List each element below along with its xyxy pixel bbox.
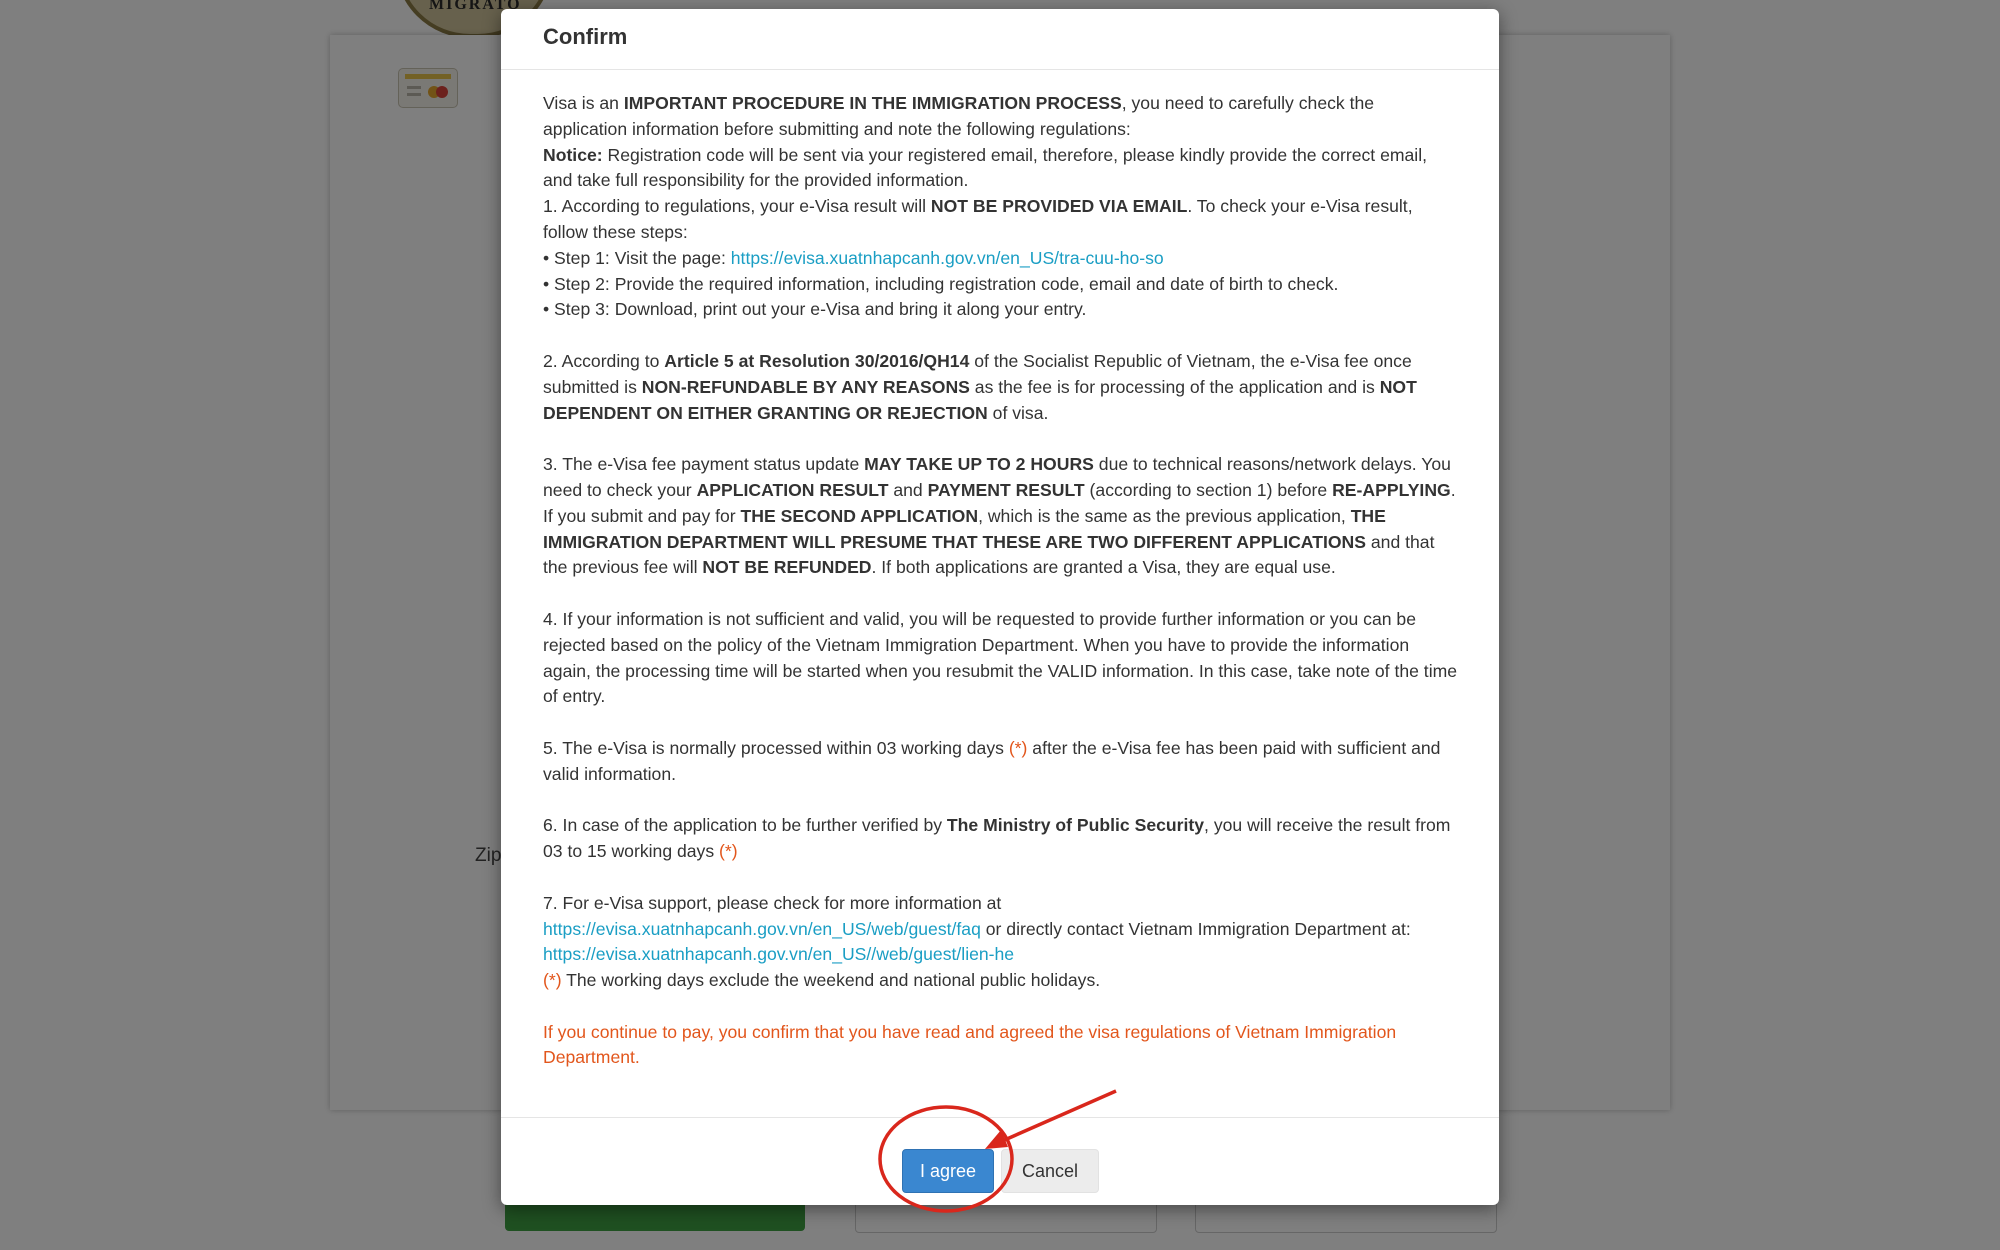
item-5	[543, 736, 1461, 788]
item-6-footnote-mark: (*)	[719, 841, 738, 862]
confirm-dialog	[501, 9, 1499, 1205]
step-3: • Step 3: Download, print out your e-Visa and bring it along your entry.	[543, 299, 1087, 320]
item-5-footnote-mark: (*)	[1008, 737, 1028, 758]
item-3-emphasis-2: APPLICATION RESULT	[696, 479, 889, 500]
item-3-text-3: and	[888, 479, 928, 500]
item-7-contact	[543, 942, 1461, 968]
item-5-text: 5. The e-Visa is normally processed within 03 working days	[543, 737, 1009, 758]
item-3-emphasis-4: RE-APPLYING	[1332, 479, 1451, 500]
step-1	[543, 246, 1461, 272]
item-3-emphasis-3: PAYMENT RESULT	[927, 479, 1085, 500]
item-2-text-3: as the fee is for processing of the application and is	[969, 376, 1380, 397]
item-6-text-2: , you will receive the result from 03 to 15 working days	[543, 815, 1451, 862]
item-3-text-6: , which is the same as the previous application,	[978, 505, 1351, 526]
item-6-emphasis: The Ministry of Public Security	[946, 815, 1205, 836]
item-1	[543, 194, 1461, 246]
item-2-text-4: of visa.	[987, 402, 1049, 423]
dialog-body	[543, 91, 1461, 1071]
item-3-emphasis-7: NOT BE REFUNDED	[702, 557, 872, 578]
item-3	[543, 452, 1461, 581]
faq-link[interactable]: https://evisa.xuatnhapcanh.gov.vn/en_US/web/guest/faq	[543, 918, 981, 939]
item-4: 4. If your information is not sufficient and valid, you will be requested to provide further information or you can be rejected based on the policy of the Vietnam Immigration Department. When you have to provide the information again, the processing time will be started when you resubmit the VALID information. In this case, take note of the time of entry.	[543, 608, 1458, 707]
item-2-emphasis-3: NOT DEPENDENT ON EITHER GRANTING OR REJECTION	[543, 376, 1417, 423]
step-1-text: • Step 1: Visit the page:	[543, 247, 731, 268]
item-2-text: 2. According to	[543, 350, 665, 371]
item-3-text-8: . If both applications are granted a Visa, they are equal use.	[871, 557, 1336, 578]
dialog-footer	[501, 1117, 1499, 1205]
item-2-text-2: of the Socialist Republic of Vietnam, the e-Visa fee once submitted is	[543, 350, 1412, 397]
notice-text: Registration code will be sent via your registered email, therefore, please kindly provide the correct email, and take full responsibility for the provided information.	[543, 144, 1428, 191]
item-2-emphasis-2: NON-REFUNDABLE BY ANY REASONS	[641, 376, 970, 397]
footnote-text: The working days exclude the weekend and national public holidays.	[561, 970, 1101, 991]
contact-link[interactable]: https://evisa.xuatnhapcanh.gov.vn/en_US//web/guest/lien-he	[543, 944, 1015, 965]
notice-label: Notice:	[543, 144, 603, 165]
notice-paragraph	[543, 143, 1461, 195]
cancel-button[interactable]: Cancel	[1001, 1149, 1099, 1193]
footnote-mark: (*)	[543, 970, 562, 991]
intro-text: Visa is an	[543, 93, 624, 113]
item-1-emphasis: NOT BE PROVIDED VIA EMAIL	[930, 196, 1188, 217]
intro-paragraph	[543, 91, 1461, 143]
item-7: 7. For e-Visa support, please check for more information at	[543, 892, 1002, 913]
item-3-emphasis-5: THE SECOND APPLICATION	[740, 505, 979, 526]
item-6-text: 6. In case of the application to be further verified by	[543, 815, 947, 836]
intro-text-2: , you need to carefully check the application information before submitting and note the following regulations:	[543, 93, 1375, 139]
step-2: • Step 2: Provide the required information, including registration code, email and date of birth to check.	[543, 273, 1339, 294]
item-7-text-2: or directly contact Vietnam Immigration Department at:	[980, 918, 1411, 939]
i-agree-button[interactable]: I agree	[902, 1149, 994, 1193]
item-3-text-7: and that the previous fee will	[543, 531, 1435, 578]
footnote	[543, 968, 1461, 994]
result-lookup-link[interactable]: https://evisa.xuatnhapcanh.gov.vn/en_US/tra-cuu-ho-so	[730, 247, 1164, 268]
item-2-emphasis: Article 5 at Resolution 30/2016/QH14	[664, 350, 970, 371]
dialog-header	[501, 9, 1499, 70]
item-3-text: 3. The e-Visa fee payment status update	[543, 454, 865, 475]
item-3-text-2: due to technical reasons/network delays. You need to check your	[543, 454, 1451, 500]
item-3-text-4: (according to section 1) before	[1084, 479, 1333, 500]
item-7-links	[543, 917, 1461, 943]
item-3-emphasis: MAY TAKE UP TO 2 HOURS	[864, 454, 1094, 475]
item-3-emphasis-6: THE IMMIGRATION DEPARTMENT WILL PRESUME THAT THESE ARE TWO DIFFERENT APPLICATIONS	[543, 505, 1386, 552]
item-2	[543, 349, 1461, 426]
item-5-text-2: after the e-Visa fee has been paid with sufficient and valid information.	[543, 737, 1441, 784]
confirm-warning-text: If you continue to pay, you confirm that you have read and agreed the visa regulations of Vietnam Immigration Department.	[543, 1021, 1397, 1068]
item-3-text-5: . If you submit and pay for	[543, 479, 1456, 526]
dialog-title: Confirm	[543, 24, 628, 49]
item-6	[543, 813, 1461, 865]
intro-emphasis: IMPORTANT PROCEDURE IN THE IMMIGRATION PROCESS	[623, 93, 1122, 113]
item-1-text: 1. According to regulations, your e-Visa result will	[543, 196, 931, 217]
item-1-text-2: . To check your e-Visa result, follow these steps:	[543, 196, 1413, 242]
